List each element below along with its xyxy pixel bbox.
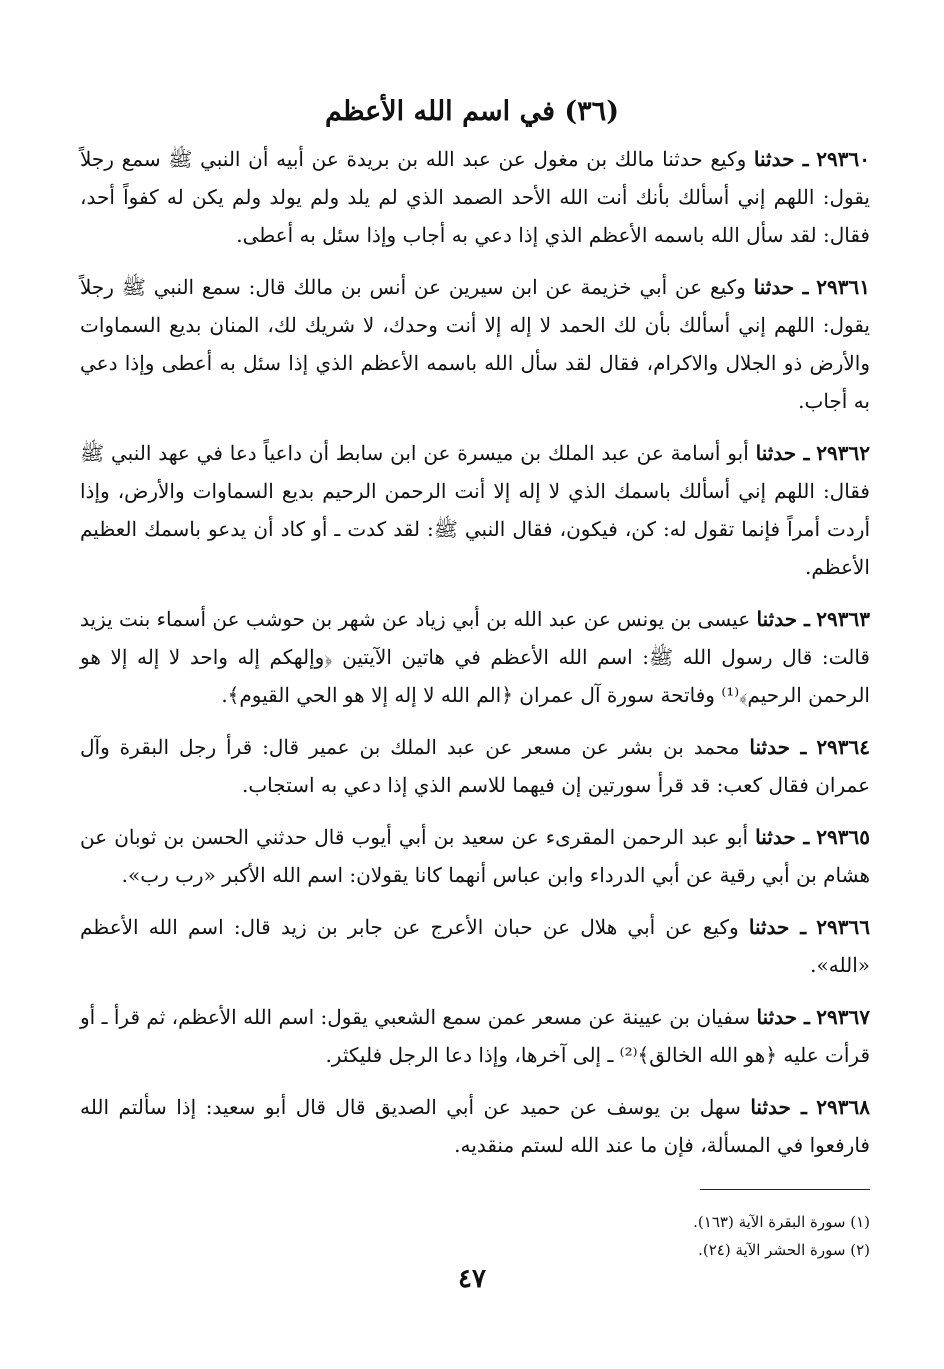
- hadith-text: وكيع حدثنا مالك بن مغول عن عبد الله بن بريدة عن أبيه أن النبي ﷺ سمع رجلاً يقول: اللهم إني أسألك بأنك أنت الله الأحد الصمد الذي لم يلد ولم يولد ولم يكن له كفواً أحد، فقال: لقد سأل الله باسمه الأعظم الذي إذا دعي به أجاب وإذا سئل به أعطى.: [80, 147, 870, 247]
- hadith-entry: [80, 434, 870, 586]
- hadith-isnad-start: ـ حدثنا: [755, 441, 810, 465]
- hadith-entry: [80, 600, 870, 714]
- hadith-number: ٢٩٣٦٨: [816, 1095, 870, 1119]
- hadith-number: ٢٩٣٦٠: [816, 147, 870, 171]
- hadith-entry: [80, 818, 870, 894]
- hadith-isnad-start: ـ حدثنا: [755, 825, 810, 849]
- hadith-entry: [80, 140, 870, 254]
- hadith-number: ٢٩٣٦٣: [816, 607, 870, 631]
- hadith-number: ٢٩٣٦٧: [816, 1005, 870, 1029]
- hadith-isnad-start: ـ حدثنا: [748, 915, 807, 939]
- hadith-isnad-start: ـ حدثنا: [753, 275, 809, 299]
- hadith-number: ٢٩٣٦٥: [816, 825, 870, 849]
- footnote-divider: [700, 1189, 870, 1190]
- hadith-text: عيسى بن يونس عن عبد الله بن أبي زياد عن شهر بن حوشب عن أسماء بنت يزيد قالت: قال رسول الله ﷺ: اسم الله الأعظم في هاتين الآيتين ﴿وإلهكم إله واحد لا إله إلا هو الرحمن الرحيم﴾⁽¹⁾ وفاتحة سورة آل عمران ﴿الم الله لا إله إلا هو الحي القيوم﴾.: [80, 607, 870, 707]
- hadith-text: أبو عبد الرحمن المقرىء عن سعيد بن أبي أيوب قال حدثني الحسن بن ثوبان عن هشام بن أبي رقية عن أبي الدرداء وابن عباس أنهما كانا يقولان: اسم الله الأكبر «رب رب».: [80, 825, 870, 887]
- hadith-isnad-start: ـ حدثنا: [753, 147, 809, 171]
- footnotes: [500, 1208, 870, 1264]
- footnote-1: (١) سورة البقرة الآية (١٦٣).: [693, 1213, 870, 1231]
- footnote-2: (٢) سورة الحشر الآية (٢٤).: [698, 1241, 870, 1259]
- hadith-isnad-start: ـ حدثنا: [756, 1005, 810, 1029]
- hadith-text: سهل بن يوسف عن حميد عن أبي الصديق قال قال أبو سعيد: إذا سألتم الله فارفعوا في المسألة، فإن ما عند الله لستم منقديه.: [80, 1095, 870, 1157]
- hadith-number: ٢٩٣٦١: [816, 275, 870, 299]
- hadith-isnad-start: ـ حدثنا: [756, 607, 810, 631]
- hadith-number: ٢٩٣٦٢: [816, 441, 870, 465]
- hadith-entry: [80, 908, 870, 984]
- hadith-text: وكيع عن أبي هلال عن حبان الأعرج عن جابر بن زيد قال: اسم الله الأعظم «الله».: [80, 915, 870, 977]
- hadith-isnad-start: ـ حدثنا: [750, 1095, 807, 1119]
- hadith-entry: [80, 1088, 870, 1164]
- hadith-entry: [80, 728, 870, 804]
- hadith-entry: [80, 268, 870, 420]
- hadith-list: [80, 140, 870, 1178]
- hadith-text: وكيع عن أبي خزيمة عن ابن سيرين عن أنس بن مالك قال: سمع النبي ﷺ رجلاً يقول: اللهم إني أسألك بأن لك الحمد لا إله إلا أنت وحدك، لا شريك لك، المنان بديع السماوات والأرض ذو الجلال والاكرام، فقال لقد سأل الله باسمه الأعظم الذي إذا سئل به أعطى وإذا دعي به أجاب.: [80, 275, 870, 413]
- hadith-number: ٢٩٣٦٤: [816, 735, 871, 759]
- page-number: ٤٧: [458, 1264, 486, 1294]
- chapter-title: (٣٦) في اسم الله الأعظم: [325, 96, 619, 127]
- hadith-entry: [80, 998, 870, 1074]
- hadith-text: أبو أسامة عن عبد الملك بن ميسرة عن ابن سابط أن داعياً دعا في عهد النبي ﷺ فقال: اللهم إني أسألك باسمك الذي لا إله إلا أنت الرحمن الرحيم بديع السماوات والأرض، وإذا أردت أمراً فإنما تقول له: كن، فيكون، فقال النبي ﷺ: لقد كدت ـ أو كاد أن يدعو باسمك العظيم الأعظم.: [80, 441, 870, 579]
- hadith-text: محمد بن بشر عن مسعر عن عبد الملك بن عمير قال: قرأ رجل البقرة وآل عمران فقال كعب: قد قرأ سورتين إن فيهما للاسم الذي إذا دعي به استجاب.: [80, 735, 870, 797]
- hadith-text: سفيان بن عيينة عن مسعر عمن سمع الشعبي يقول: اسم الله الأعظم، ثم قرأ ـ أو قرأت عليه ﴿هو الله الخالق﴾⁽²⁾ ـ إلى آخرها، وإذا دعا الرجل فليكثر.: [80, 1005, 870, 1067]
- hadith-isnad-start: ـ حدثنا: [749, 735, 807, 759]
- hadith-number: ٢٩٣٦٦: [816, 915, 870, 939]
